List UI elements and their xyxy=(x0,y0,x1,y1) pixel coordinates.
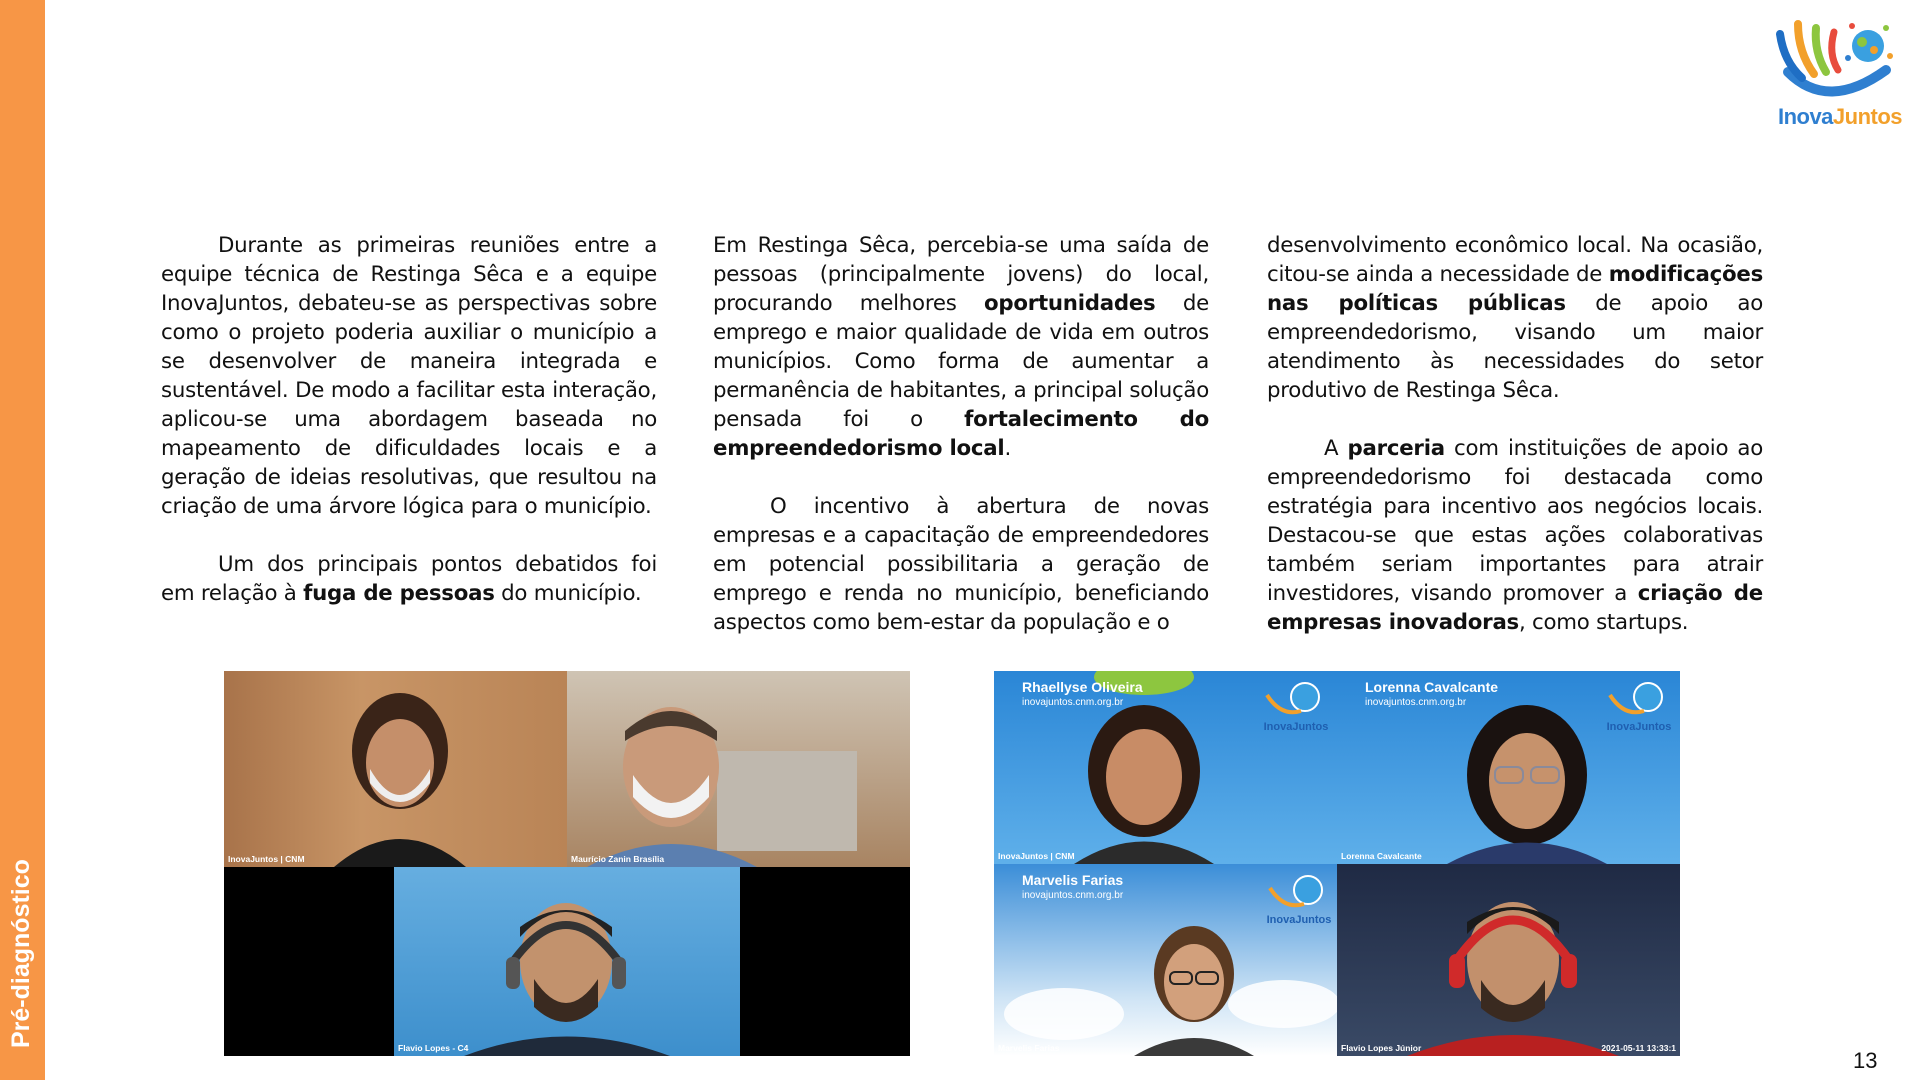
participant-tile xyxy=(994,671,1337,864)
participant-nameplate: Marvelis Farias inovajuntos.cnm.org.br xyxy=(1022,872,1124,901)
participant-caption: Maurício Zanin Brasília xyxy=(571,854,665,864)
participant-caption: Flavio Lopes - C4 xyxy=(398,1043,469,1053)
video-call-photo-2 xyxy=(994,671,1680,1056)
participant-caption: Marvelis Farias xyxy=(998,1043,1060,1053)
participant-figure xyxy=(224,671,567,867)
paragraph: A parceria com instituições de apoio ao empreendedorismo foi destacada como estratégia para incentivo aos negócios locais. Destacou-se que estas ações colaborativas também seriam importantes para atrair investidores, visando promover a criação de empresas inovadoras, como startups. xyxy=(1267,436,1763,635)
participant-figure xyxy=(1337,864,1680,1056)
inovajuntos-logo xyxy=(1768,12,1912,136)
participant-caption: Flavio Lopes Júnior xyxy=(1341,1043,1422,1053)
paragraph: O incentivo à abertura de novas empresas e a capacitação de empreendedores em potencial possibilitaria a geração de emprego e renda no município, beneficiando aspectos como bem-estar da população e o xyxy=(713,494,1209,635)
video-call-photo-1 xyxy=(224,671,910,1056)
participant-tile xyxy=(1337,671,1680,864)
text-column-2 xyxy=(713,231,1209,666)
paragraph: Um dos principais pontos debatidos foi em relação à fuga de pessoas do município. xyxy=(161,552,657,606)
paragraph: Durante as primeiras reuniões entre a equipe técnica de Restinga Sêca e a equipe InovaJuntos, debateu-se as perspectivas sobre como o projeto poderia auxiliar o município a se desenvolver de maneira integrada e sustentável. De modo a facilitar esta interação, aplicou-se uma abordagem baseada no mapeamento de dificuldades locais e a geração de ideias resolutivas, que resultou na criação de uma árvore lógica para o município. xyxy=(161,233,657,519)
participant-caption: Lorenna Cavalcante xyxy=(1341,851,1422,861)
participant-caption: InovaJuntos | CNM xyxy=(228,854,305,864)
section-label: Pré-diagnóstico xyxy=(7,859,35,1048)
timestamp: 2021-05-11 13:33:1 xyxy=(1601,1043,1676,1053)
logo-wordmark: InovaJuntos xyxy=(1777,104,1903,129)
participant-tile xyxy=(994,864,1337,1056)
participant-figure xyxy=(567,671,910,867)
text-column-3 xyxy=(1267,231,1763,666)
participant-tile xyxy=(567,671,910,867)
mini-logo-graphic xyxy=(1261,677,1331,717)
page-number: 13 xyxy=(1853,1048,1878,1073)
text-column-1 xyxy=(161,231,657,637)
participant-nameplate: Lorenna Cavalcante inovajuntos.cnm.org.br xyxy=(1365,679,1499,708)
inovajuntos-mini-logo: InovaJuntos xyxy=(1264,870,1334,926)
participant-figure xyxy=(394,867,740,1056)
participant-tile xyxy=(224,671,567,867)
mini-logo-graphic xyxy=(1604,677,1674,717)
paragraph: desenvolvimento econômico local. Na ocasião, citou-se ainda a necessidade de modificações nas políticas públicas de apoio ao empreendedorismo, visando um maior atendimento às necessidades do setor produtivo de Restinga Sêca. xyxy=(1267,233,1763,403)
participant-caption: InovaJuntos | CNM xyxy=(998,851,1075,861)
participant-tile xyxy=(1337,864,1680,1056)
inovajuntos-mini-logo: InovaJuntos xyxy=(1604,677,1674,733)
participant-tile xyxy=(394,867,740,1056)
inovajuntos-mini-logo: InovaJuntos xyxy=(1261,677,1331,733)
paragraph: Em Restinga Sêca, percebia-se uma saída de pessoas (principalmente jovens) do local, procurando melhores oportunidades de emprego e maior qualidade de vida em outros municípios. Como forma de aumentar a permanência de habitantes, a principal solução pensada foi o fortalecimento do empreendedorismo local. xyxy=(713,233,1209,461)
participant-nameplate: Rhaellyse Oliveira inovajuntos.cnm.org.br xyxy=(1022,679,1143,708)
mini-logo-graphic xyxy=(1264,870,1334,910)
logo-graphic xyxy=(1768,12,1912,108)
